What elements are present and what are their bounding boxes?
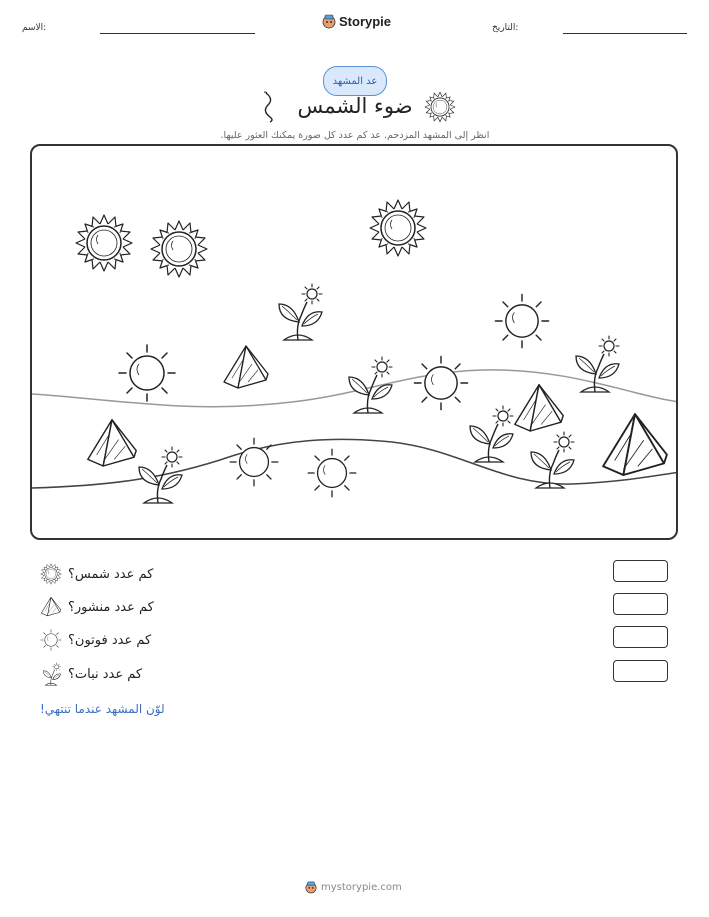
scene-illustration bbox=[32, 146, 678, 540]
footer bbox=[305, 880, 402, 894]
sun-1 bbox=[76, 215, 132, 271]
activity-badge: عد المشهد bbox=[323, 66, 387, 96]
question-plant bbox=[40, 662, 170, 686]
prism-3 bbox=[515, 385, 563, 431]
answer-box-prism[interactable] bbox=[613, 593, 668, 615]
prism-4 bbox=[603, 414, 667, 475]
counting-scene bbox=[30, 144, 678, 540]
photon-5 bbox=[308, 449, 356, 497]
question-photon bbox=[40, 628, 170, 652]
sun-icon bbox=[40, 563, 62, 585]
photon-2 bbox=[495, 294, 548, 347]
page-title: ضوء الشمس bbox=[297, 94, 413, 118]
sun-3 bbox=[370, 200, 426, 256]
date-label: التاريخ: bbox=[492, 23, 519, 33]
question-text: كم عدد فوتون؟ bbox=[68, 632, 152, 648]
question-text: كم عدد نبات؟ bbox=[68, 666, 143, 682]
photon-4 bbox=[230, 438, 278, 486]
date-field-line[interactable] bbox=[563, 33, 687, 34]
title-sun-icon bbox=[424, 91, 456, 123]
storypie-mascot-icon bbox=[305, 880, 317, 894]
prism-2 bbox=[88, 420, 136, 466]
plant-icon bbox=[40, 662, 62, 686]
question-prism bbox=[40, 595, 170, 619]
name-field-line[interactable] bbox=[100, 33, 255, 34]
answer-box-plant[interactable] bbox=[613, 660, 668, 682]
plant-5 bbox=[531, 432, 574, 488]
footer-url[interactable]: mystorypie.com bbox=[321, 881, 402, 893]
sun-2 bbox=[151, 221, 207, 277]
instructions: انظر إلى المشهد المزدحم. عد كم عدد كل صورة يمكنك العثور عليها. bbox=[220, 130, 490, 141]
prism-1 bbox=[224, 346, 268, 388]
photon-icon bbox=[40, 629, 62, 651]
storypie-mascot-icon bbox=[322, 13, 336, 29]
photon-3 bbox=[414, 356, 467, 409]
photon-1 bbox=[119, 345, 175, 401]
plant-2 bbox=[349, 357, 392, 413]
answer-box-photon[interactable] bbox=[613, 626, 668, 648]
name-label: الاسم: bbox=[22, 23, 47, 33]
brand-logo bbox=[322, 13, 391, 29]
prism-icon bbox=[40, 596, 62, 618]
question-sun bbox=[40, 562, 170, 586]
brand-name: Storypie bbox=[339, 13, 392, 29]
question-text: كم عدد منشور؟ bbox=[68, 599, 154, 615]
question-text: كم عدد شمس؟ bbox=[68, 566, 154, 582]
plant-4 bbox=[470, 406, 513, 462]
plant-1 bbox=[279, 284, 322, 340]
color-prompt: لوّن المشهد عندما تنتهي! bbox=[40, 702, 165, 716]
answer-box-sun[interactable] bbox=[613, 560, 668, 582]
